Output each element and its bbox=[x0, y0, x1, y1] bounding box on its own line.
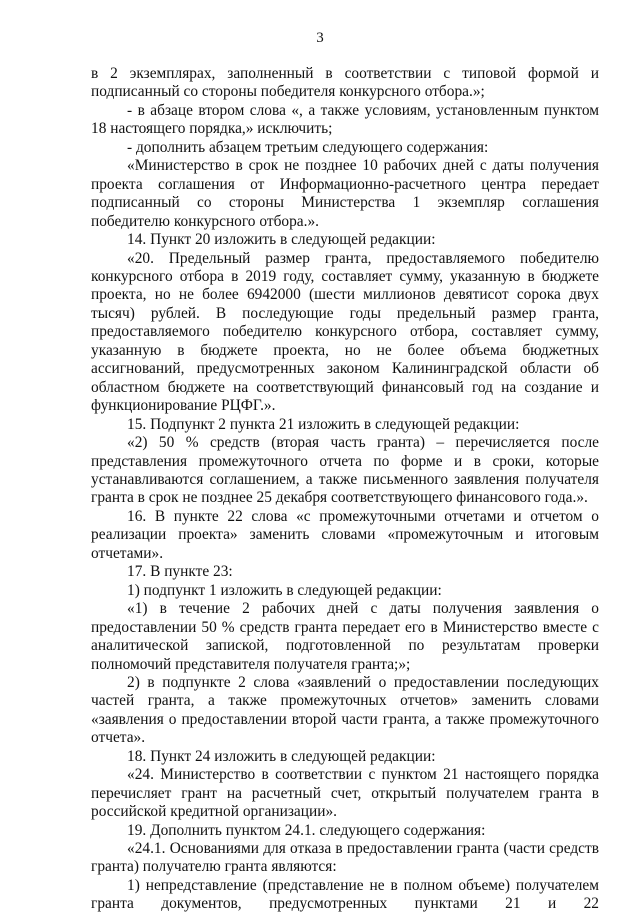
paragraph: «20. Предельный размер гранта, предоставляемого победителю конкурсного отбора в 2019 году, составляет сумму, указанную в бюджете проекта, но не более 6942000 (шести миллионов девятисот сорока двух тысяч) рублей. В последующие годы предельный размер гранта, предоставляемого победителю конкурсного отбора, составляет сумму, указанную в бюджете проекта, но не более объема бюджетных ассигнований, предусмотренных законом Калининградской области об областном бюджете на соответствующий финансовый год на создание и функционирование РЦФГ.». bbox=[91, 249, 599, 415]
paragraph: 15. Подпункт 2 пункта 21 изложить в следующей редакции: bbox=[127, 415, 520, 433]
paragraph: 1) подпункт 1 изложить в следующей редакции: bbox=[127, 581, 442, 599]
paragraph: «Министерство в срок не позднее 10 рабочих дней с даты получения проекта соглашения от Информационно-расчетного центра передает подписанный со стороны Министерства 1 экземпляр соглашения победителю конкурсного отбора.». bbox=[91, 157, 599, 230]
paragraph: 18. Пункт 24 изложить в следующей редакции: bbox=[127, 747, 436, 765]
paragraph: «1) в течение 2 рабочих дней с даты получения заявления о предоставлении 50 % средств гранта передает его в Министерство вместе с аналитической запиской, подготовленной по результатам проверки полномочий представителя получателя гранта;»; bbox=[91, 600, 599, 673]
paragraph: в 2 экземплярах, заполненный в соответствии с типовой формой и подписанный со стороны победителя конкурсного отбора.»; bbox=[91, 65, 599, 101]
paragraph: 2) в подпункте 2 слова «заявлений о предоставлении последующих частей гранта, а также промежуточных отчетов» заменить словами «заявления о предоставлении второй части гранта, а также промежуточного отчета». bbox=[91, 673, 599, 747]
paragraph: 1) непредставление (представление не в полном объеме) получателем гранта документов, предусмотренных пунктами 21 и 22 bbox=[91, 876, 599, 913]
paragraph: 19. Дополнить пунктом 24.1. следующего содержания: bbox=[127, 821, 486, 839]
page-number: 3 bbox=[316, 30, 324, 46]
paragraph: 14. Пункт 20 изложить в следующей редакции: bbox=[127, 231, 436, 249]
paragraph: «24. Министерство в соответствии с пунктом 21 настоящего порядка перечисляет грант на расчетный счет, открытый получателем гранта в российской кредитной организации». bbox=[91, 766, 599, 821]
paragraph: - дополнить абзацем третьим следующего содержания: bbox=[127, 138, 489, 156]
paragraph: «24.1. Основаниями для отказа в предоставлении гранта (части средств гранта) получателю гранта являются: bbox=[91, 840, 599, 876]
document-body bbox=[91, 65, 599, 914]
paragraph: 17. В пункте 23: bbox=[127, 563, 233, 581]
paragraph: - в абзаце втором слова «, а также условиям, установленным пунктом 18 настоящего порядка,» исключить; bbox=[91, 101, 599, 138]
paragraph: «2) 50 % средств (вторая часть гранта) – перечисляется после представления промежуточного отчета по форме и в сроки, которые устанавливаются соглашением, а также письменного заявления получателя гранта в срок не позднее 25 декабря соответствующего финансового года.». bbox=[91, 434, 599, 507]
paragraph: 16. В пункте 22 слова «с промежуточными отчетами и отчетом о реализации проекта» заменить словами «промежуточным и итоговым отчетами». bbox=[91, 507, 599, 562]
